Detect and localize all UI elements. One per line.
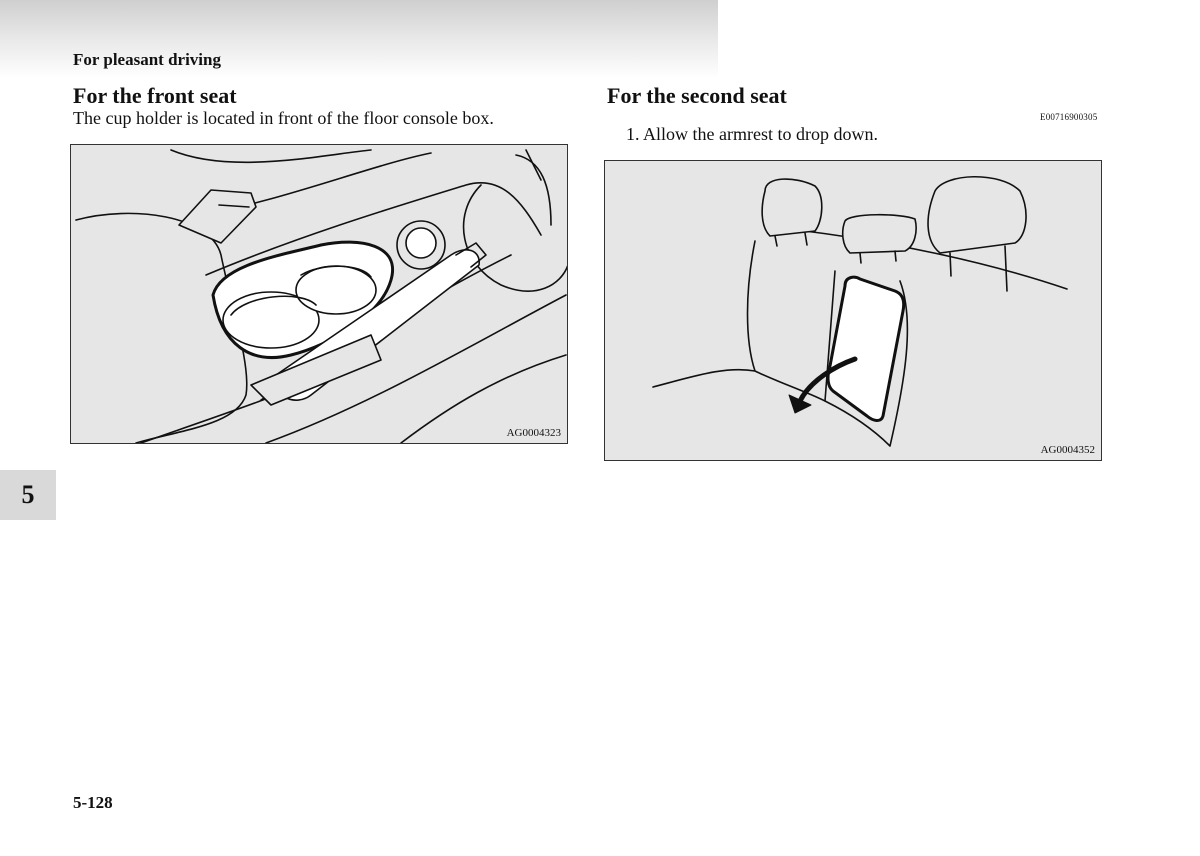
section-title: For pleasant driving — [73, 50, 221, 69]
second-seat-armrest-illustration — [604, 160, 1102, 461]
front-cup-holder-illustration — [70, 144, 568, 444]
page-number: 5-128 — [73, 793, 113, 812]
second-seat-heading: For the second seat — [607, 83, 787, 108]
second-figure-code: AG0004352 — [1040, 444, 1095, 456]
front-figure-code: AG0004323 — [506, 427, 561, 439]
document-code: E00716900305 — [1040, 112, 1098, 122]
front-seat-text: The cup holder is located in front of the floor console box. — [73, 108, 494, 128]
chapter-tab: 5 — [0, 470, 56, 520]
step-1-text: 1. Allow the armrest to drop down. — [626, 124, 878, 144]
front-seat-heading: For the front seat — [73, 83, 237, 108]
